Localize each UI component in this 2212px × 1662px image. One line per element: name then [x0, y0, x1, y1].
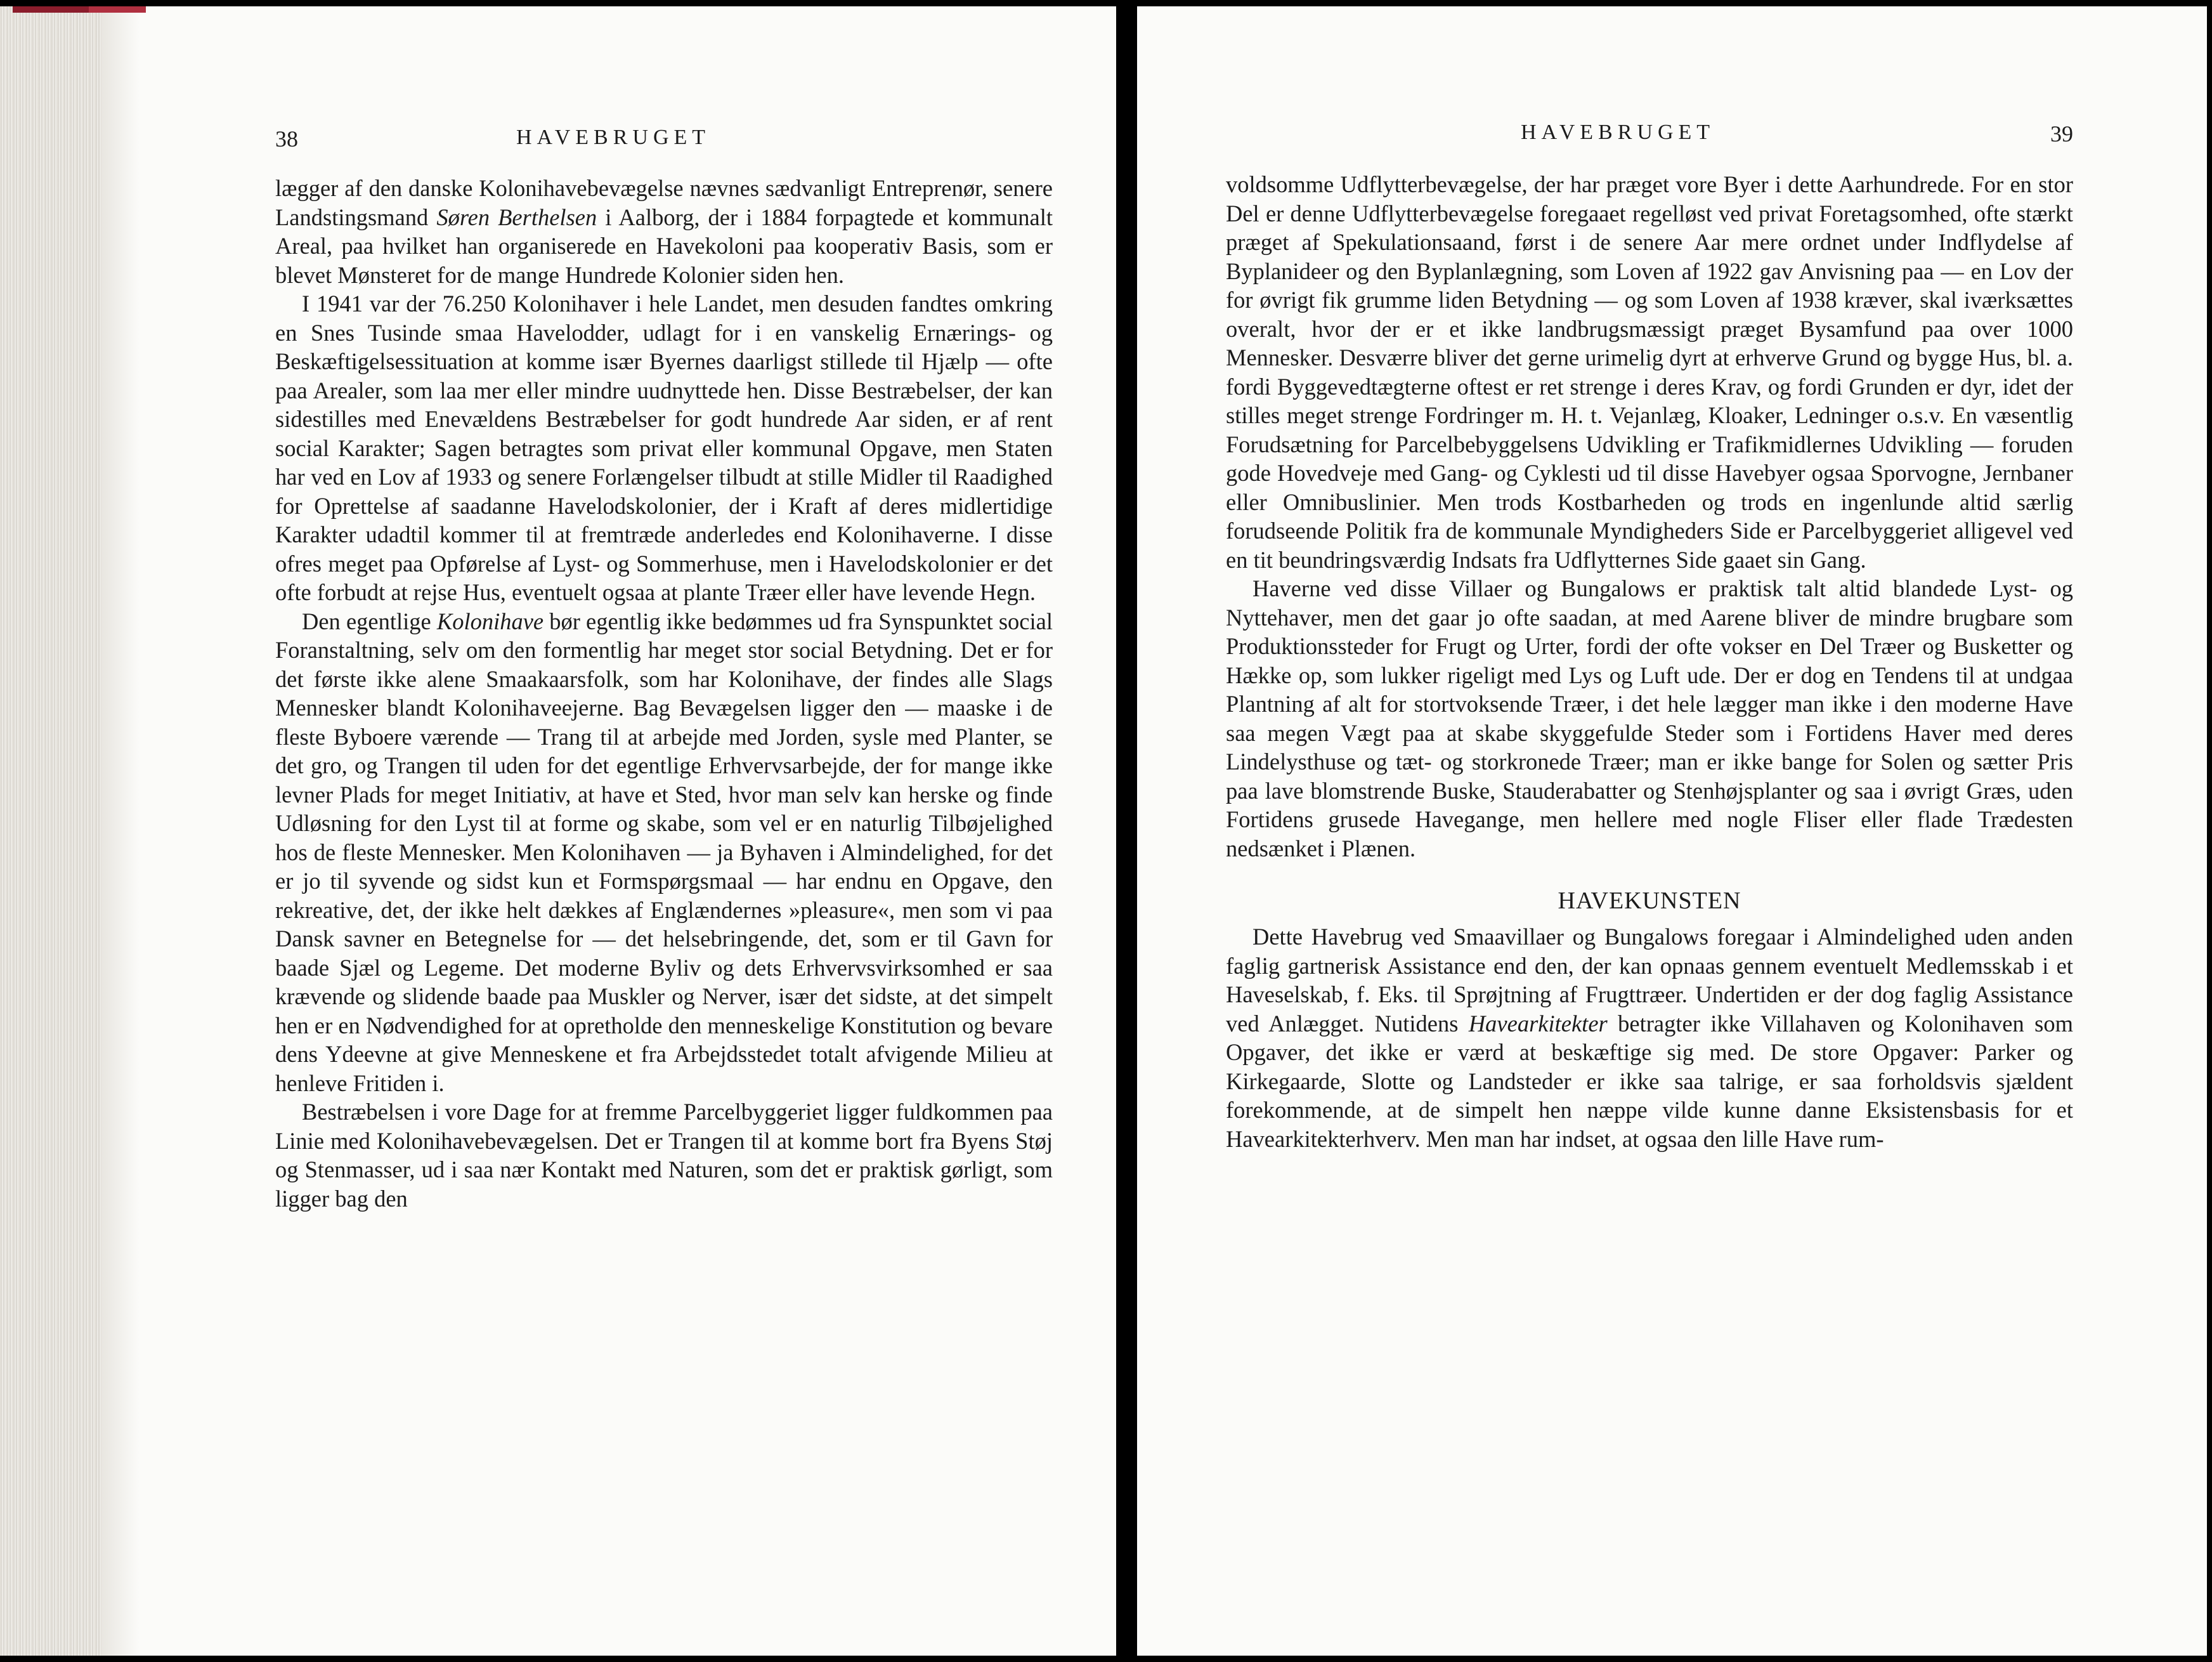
- left-page-content: [275, 126, 1053, 1213]
- running-head: HAVEBRUGET: [516, 126, 711, 149]
- text-run: i Aalborg, der i 1884 forpagtede et kommunalt Areal, paa hvilket han organiserede en Havekoloni paa kooperativ Basis, som er blevet Mønsteret for de mange Hundrede Kolonier siden hen.: [275, 204, 1053, 288]
- left-page-header: [275, 126, 1053, 164]
- binding-mark: [13, 6, 203, 13]
- text-run: bør egentlig ikke bedømmes ud fra Synspunktet social Foranstaltning, selv om den formentlig har meget stor social Betydning. Det er for det første ikke alene Smaakaarsfolk, som har Kolonihave, der findes alle Slags Mennesker blandt Kolonihaveejerne. Bag Bevægelsen ligger den — maaske i de fleste Byboere værende — Trang til at arbejde med Jorden, sysle med Planter, se det gro, og Trangen til uden for det egentlige Erhvervsarbejde, der for mange ikke levner Plads for meget Initiativ, at have et Sted, hvor man selv kan herske og finde Udløsning for den Lyst til at forme og skabe, som vel er en naturlig Tilbøjelighed hos de fleste Mennesker. Men Kolonihaven — ja Byhaven i Almindelighed, for det er jo til syvende og sidst kun et Formspørgsmaal — har endnu en Opgave, den rekreative, det, der ikke helt dækkes af Englændernes »pleasure«, men som vi paa Dansk savner en Betegnelse for — det helsebringende, det, som er til Gavn for baade Sjæl og Legeme. Det moderne Byliv og dets Erhvervsvirksomhed er saa krævende og slidende baade paa Muskler og Nerver, især det sidste, at det simpelt hen er en Nødvendighed for at opretholde den menneskelige Konstitution og bevare dens Ydeevne at give Menneskene et fra Arbejdsstedet totalt afvigende Milieu at henleve Fritiden i.: [275, 608, 1053, 1096]
- italic-term: Kolonihave: [436, 608, 544, 634]
- italic-term: Havearkitekter: [1468, 1010, 1608, 1037]
- page-edges: [0, 6, 101, 1656]
- paragraph: Haverne ved disse Villaer og Bungalows er praktisk talt altid blandede Lyst- og Nyttehaver, men det gaar jo ofte saadan, at med Aarene bliver de mindre brugbare som Produktionssteder for Frugt og Urter, fordi der ofte vokser en Del Træer og Busketter og Hække op, som lukker rigeligt med Lys og Luft ude. Der er dog en Tendens til at undgaa Plantning af alt for stortvoksende Træer, i det hele lægger man ikke i den moderne Have saa megen Vægt paa at skabe skyggefulde Steder som i Fortidens Haver med deres Lindelysthuse og tæt- og storkronede Træer; man er ikke bange for Solen og sætter Pris paa lave blomstrende Buske, Stauderabatter og Stenhøjsplanter og saa i øvrigt Græs, uden Fortidens grusede Havegange, men hellere med nogle Fliser eller flade Trædesten nedsænket i Plænen.: [1226, 575, 2073, 861]
- page-number: 38: [275, 126, 298, 152]
- page-number: 39: [2050, 121, 2073, 147]
- paragraph: [1226, 922, 2073, 1153]
- right-page-content: [1226, 121, 2073, 1153]
- left-page-body: [275, 174, 1053, 1213]
- paragraph: voldsomme Udflytterbevægelse, der har præget vore Byer i dette Aarhundrede. For en stor Del er denne Udflytterbevægelse foregaaet regelløst ved privat Foretagsomhed, ofte stærkt præget af Spekulationsaand, først i de senere Aar mere ordnet under Indflydelse af Byplanideer og den Byplanlægning, som Loven af 1922 gav Anvisning paa — en Lov der for øvrigt fik grumme liden Betydning — og som Loven af 1938 kræver, skal iværksættes overalt, hvor der er et ikke landbrugsmæssigt præget Bysamfund paa over 1000 Mennesker. Desværre bliver det gerne urimelig dyrt at erhverve Grund og bygge Hus, bl. a. fordi Byggevedtægterne oftest er ret strenge i deres Krav, og fordi Grunden er dyr, idet der stilles meget strenge Fordringer m. H. t. Vejanlæg, Kloaker, Ledninger o.s.v. En væsentlig Forudsætning for Parcelbebyggelsens Udvikling er Trafikmidlernes Udvikling — foruden gode Hovedveje med Gang- og Cyklesti ud til disse Havebyer ogsaa Sporvogne, Jernbaner eller Omnibuslinier. Men trods Kostbarheden og trods en ingenlunde altid særlig forudseende Politik fra de kommunale Myndigheders Side er Parcelbyggeriet alligevel ved en tit beundringsværdig Indsats fra Udflytternes Side gaaet sin Gang.: [1226, 171, 2073, 573]
- text-run: Dette Havebrug ved Smaavillaer og Bungalows foregaar i Almindelighed uden anden faglig gartnerisk Assistance end den, der kan opnaas gennem eventuelt Medlemsskab i et Haveselskab, f. Eks. til Sprøjtning af Frugttræer. Undertiden er der dog faglig Assistance ved Anlægget. Nutidens: [1226, 924, 2073, 1037]
- paragraph: [275, 174, 1053, 289]
- right-page-header: [1226, 121, 2073, 159]
- text-run: Den egentlige: [302, 608, 437, 634]
- text-run: lægger af den danske Kolonihavebevægelse nævnes sædvanligt Entreprenør, senere Landstingsmand: [275, 175, 1053, 230]
- right-page: [1137, 6, 2207, 1656]
- page-edge-shadow: [101, 6, 140, 1656]
- right-page-body: [1226, 170, 2073, 1153]
- section-heading: HAVEKUNSTEN: [1558, 887, 1741, 914]
- text-run: betragter ikke Villahaven og Kolonihaven som Opgaver, det ikke er værd at beskæftige sig med. De store Opgaver: Parker og Kirkegaarde, Slotte og Landsteder er ikke saa talrige, er saa forholdsvis sjældent forekommende, at de simpelt hen næppe vilde kunne danne Eksistensbasis for et Havearkitekterhverv. Men man har indset, at ogsaa den lille Have rum-: [1226, 1010, 2073, 1152]
- left-page: [0, 6, 1116, 1656]
- running-head: HAVEBRUGET: [1521, 121, 1715, 144]
- italic-name: Søren Berthelsen: [436, 204, 597, 230]
- paragraph: Bestræbelsen i vore Dage for at fremme Parcelbyggeriet ligger fuldkommen paa Linie med Kolonihavebevægelsen. Det er Trangen til at komme bort fra Byens Støj og Stenmasser, ud i saa nær Kontakt med Naturen, som det er praktisk gørligt, som ligger bag den: [275, 1099, 1053, 1212]
- paragraph: [275, 607, 1053, 1098]
- paragraph: I 1941 var der 76.250 Kolonihaver i hele Landet, men desuden fandtes omkring en Snes Tusinde smaa Havelodder, udlagt for i en vanskelig Ernærings- og Beskæftigelsessituation at komme især Byernes daarligst stillede til Hjælp — ofte paa Arealer, som laa mer eller mindre uudnyttede hen. Disse Bestræbelser, der kan sidestilles med Enevældens Bestræbelser for godt hundrede Aar siden, er af rent social Karakter; Sagen betragtes som privat eller kommunal Opgave, men Staten har ved en Lov af 1933 og senere Forlængelser tilbudt at stille Midler til Raadighed for Oprettelse af saadanne Havelodskolonier, der i Kraft af deres midlertidige Karakter udadtil kommer til at fremtræde anderledes end Kolonihaverne. I disse ofres meget paa Opførelse af Lyst- og Sommerhuse, men i Havelodskolonier er det ofte forbudt at rejse Hus, eventuelt ogsaa at plante Træer eller have levende Hegn.: [275, 291, 1053, 605]
